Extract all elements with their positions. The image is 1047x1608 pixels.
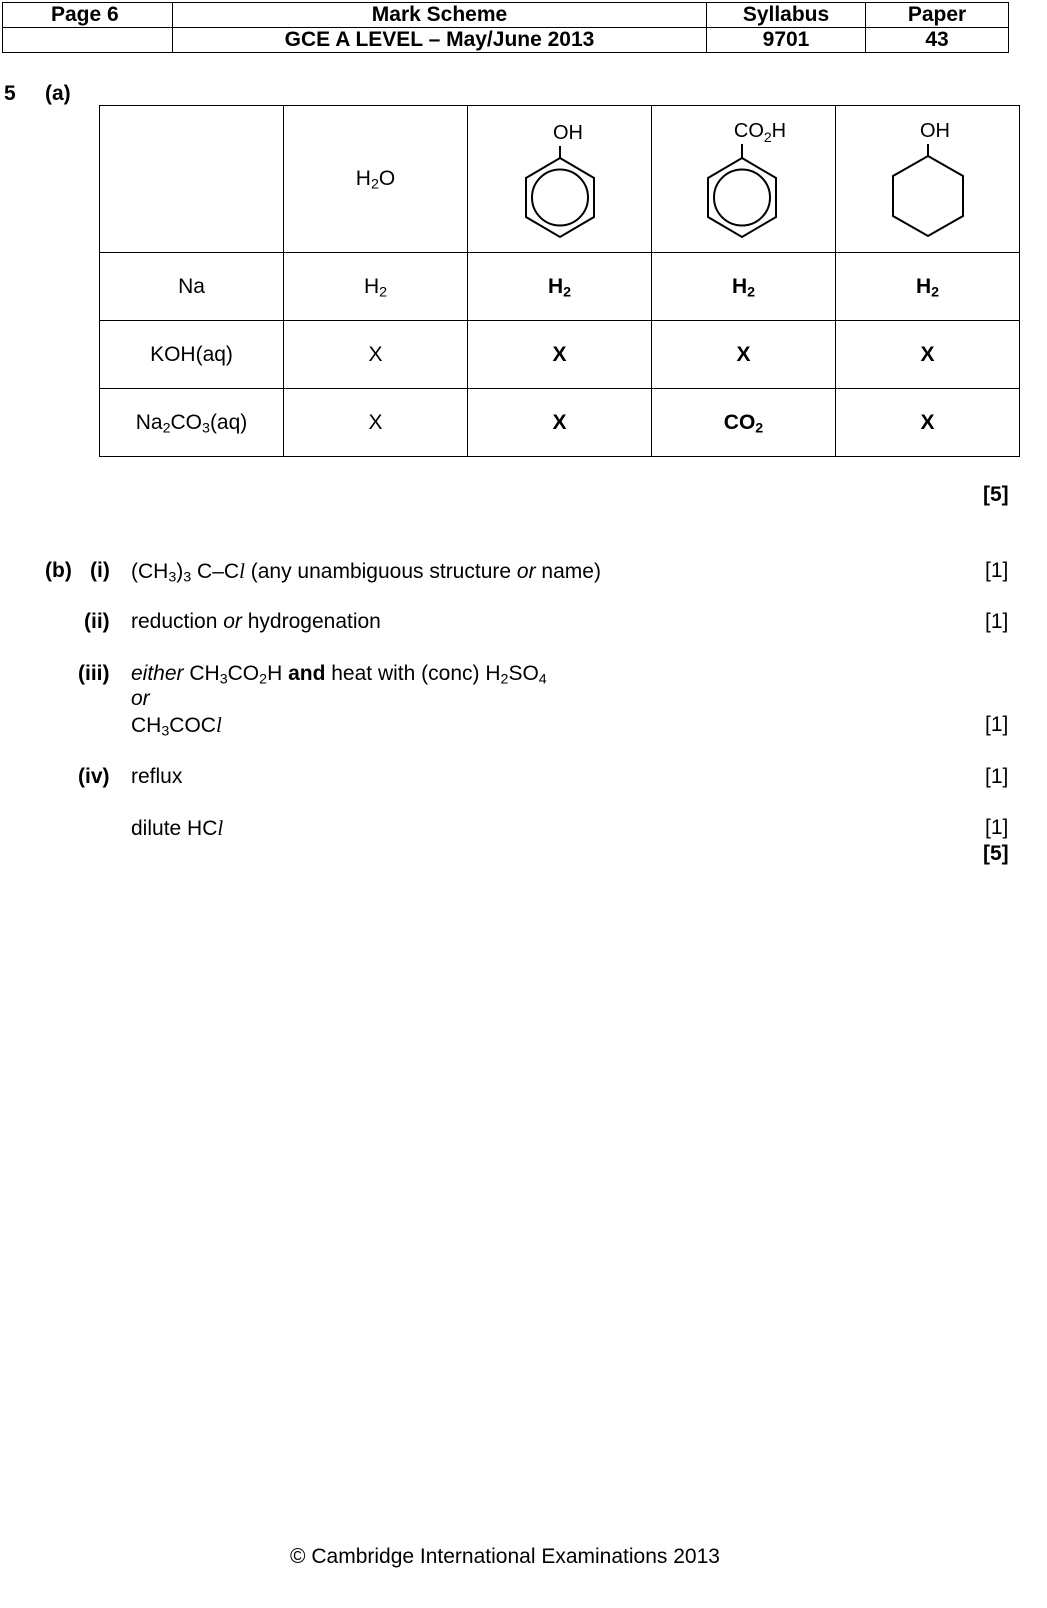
part-b-i-mark: [1]: [985, 559, 1009, 582]
part-b-ii-mark: [1]: [985, 610, 1009, 633]
cell-na2co3-benzoic: $CO_2$: [652, 389, 836, 457]
part-b-iii-line1: either $CH_3CO_2H$ and heat with (conc) $H_2SO_4$: [131, 662, 547, 688]
cell-na-water: $H_2$: [284, 253, 468, 321]
compound-cyclohexanol: [836, 106, 1020, 253]
compound-benzoic-acid: [652, 106, 836, 253]
benzoic-acid-structure-icon: [652, 106, 835, 246]
part-b-iii-or: or: [131, 687, 150, 710]
compound-phenol: [468, 106, 652, 253]
reagent-na2co3: $Na_2CO_3(aq)$: [100, 389, 284, 457]
cell-na-benzoic: $H_2$: [652, 253, 836, 321]
part-b-ii-label: (ii): [84, 610, 110, 633]
cell-koh-water: X: [284, 321, 468, 389]
cell-na2co3-cyclohexanol: X: [836, 389, 1020, 457]
part-b-i-label: (i): [90, 559, 110, 582]
part-b-total: [5]: [983, 842, 1009, 865]
syllabus-code: 9701: [707, 28, 866, 53]
compound-water: $H_2O$: [284, 106, 468, 253]
cyclohexanol-structure-icon: [836, 106, 1019, 246]
svg-text:OH: OH: [920, 120, 950, 142]
part-b-v-answer: dilute HCl: [131, 816, 224, 840]
cell-na-phenol: $H_2$: [468, 253, 652, 321]
paper-number: 43: [866, 28, 1009, 53]
part-b-iv-mark: [1]: [985, 765, 1009, 788]
exam-title: GCE A LEVEL – May/June 2013: [173, 28, 707, 53]
part-b-iii-line3: $CH_3COCl$: [131, 713, 222, 740]
cell-na2co3-water: X: [284, 389, 468, 457]
reagent-na: Na: [100, 253, 284, 321]
mark-scheme-label: Mark Scheme: [173, 3, 707, 28]
table-row-na: [100, 253, 1020, 321]
reagent-koh: KOH(aq): [100, 321, 284, 389]
cell-koh-benzoic: X: [652, 321, 836, 389]
svg-text:CO2H: $CO_2H$: [733, 120, 787, 145]
footer-copyright: © Cambridge International Examinations 2013: [290, 1545, 720, 1568]
cell-na-cyclohexanol: $H_2$: [836, 253, 1020, 321]
part-b-label: (b): [45, 559, 72, 582]
header-table: [2, 2, 1009, 53]
part-b-iv-label: (iv): [78, 765, 110, 788]
header-empty-cell: [3, 28, 173, 53]
cell-koh-phenol: X: [468, 321, 652, 389]
syllabus-label: Syllabus: [707, 3, 866, 28]
part-b-ii-answer: reduction or hydrogenation: [131, 610, 381, 633]
part-b-iv-answer: reflux: [131, 765, 183, 788]
cell-koh-cyclohexanol: X: [836, 321, 1020, 389]
paper-label: Paper: [866, 3, 1009, 28]
part-a-label: (a): [45, 82, 71, 105]
corner-cell: [100, 106, 284, 253]
part-b-v-mark: [1]: [985, 816, 1009, 839]
page-number: Page 6: [3, 3, 173, 28]
cell-na2co3-phenol: X: [468, 389, 652, 457]
question-number: 5: [4, 82, 16, 105]
table-row-koh: [100, 321, 1020, 389]
phenol-structure-icon: [468, 106, 651, 246]
part-b-i-answer: $(CH_3)_3$ C–Cl (any unambiguous structure or name): [131, 559, 601, 586]
svg-text:OH: OH: [553, 122, 583, 144]
table-row-na2co3: [100, 389, 1020, 457]
part-a-marks: [5]: [983, 483, 1009, 506]
part-b-iii-mark: [1]: [985, 713, 1009, 736]
part-b-iii-label: (iii): [78, 662, 110, 685]
reaction-table: [99, 105, 1020, 457]
